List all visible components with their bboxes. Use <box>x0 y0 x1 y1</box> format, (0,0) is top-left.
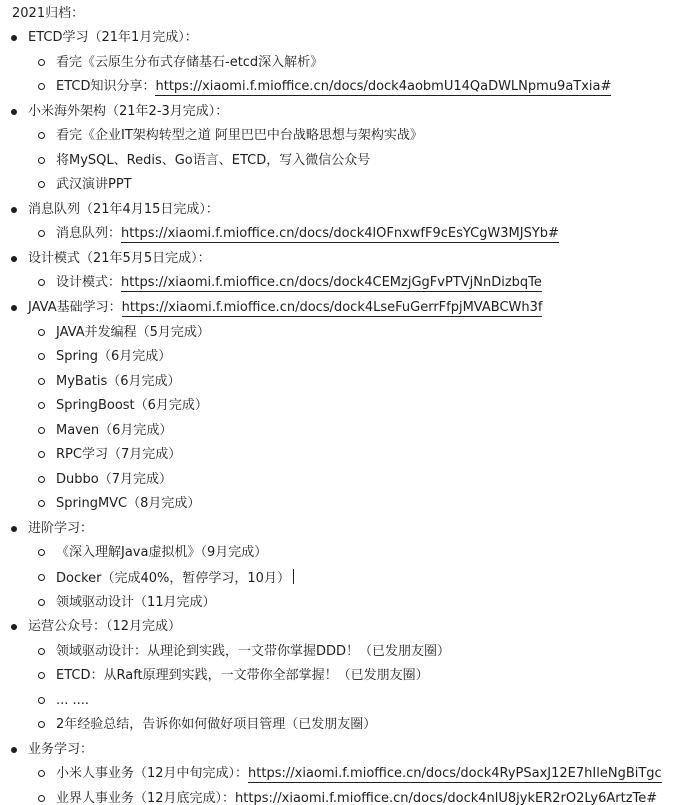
item-row <box>56 667 688 692</box>
sub-item-list <box>28 127 688 201</box>
sub-item-list <box>28 643 688 741</box>
bullet-circle-icon <box>38 378 45 385</box>
bullet-disc-icon <box>11 526 17 532</box>
list-item <box>28 78 688 103</box>
item-row <box>56 692 688 717</box>
section-row <box>28 618 688 643</box>
item-text: 业界人事业务（12月底完成）： <box>56 790 236 805</box>
section-list <box>0 29 688 805</box>
sub-item-list <box>28 225 688 250</box>
item-row <box>56 643 688 668</box>
item-row <box>56 373 688 398</box>
section-row <box>28 201 688 226</box>
list-item <box>28 569 688 594</box>
item-row <box>56 152 688 177</box>
bullet-circle-icon <box>38 59 45 66</box>
bullet-circle-icon <box>38 329 45 336</box>
bullet-disc-icon <box>11 109 17 115</box>
item-text: 将MySQL、Redis、Go语言、ETCD，写入微信公众号 <box>56 152 371 168</box>
section-label: ETCD学习（21年1月完成）： <box>28 30 198 45</box>
item-row <box>56 397 688 422</box>
bullet-circle-icon <box>38 648 45 655</box>
section-item <box>0 201 688 250</box>
list-item <box>28 373 688 398</box>
section-item <box>0 741 688 805</box>
sub-item-list <box>28 54 688 103</box>
bullet-circle-icon <box>38 476 45 483</box>
bullet-circle-icon <box>38 353 45 360</box>
bullet-circle-icon <box>38 672 45 679</box>
bullet-circle-icon <box>38 83 45 90</box>
doc-link[interactable]: https://xiaomi.f.mioffice.cn/docs/dock4lOFnxwfF9cEsYCgW3MJSYb# <box>121 226 559 242</box>
item-row <box>56 348 688 373</box>
bullet-circle-icon <box>38 795 45 802</box>
list-item <box>28 152 688 177</box>
item-text: MyBatis（6月完成） <box>56 373 181 389</box>
bullet-circle-icon <box>38 697 45 704</box>
doc-link[interactable]: https://xiaomi.f.mioffice.cn/docs/dock4CEMzjGgFvPTVjNnDizbqTe <box>121 275 542 291</box>
item-text: 武汉演讲PPT <box>56 177 132 193</box>
item-text: 领域驱动设计（11月完成） <box>56 594 216 610</box>
doc-link[interactable]: https://xiaomi.f.mioffice.cn/docs/dock4nlU8jykER2rO2Ly6ArtzTe# <box>235 791 657 805</box>
sub-item-list <box>28 765 688 805</box>
item-row <box>56 422 688 447</box>
item-text: 看完《云原生分布式存储基石-etcd深入解析》 <box>56 54 324 70</box>
section-item <box>0 299 688 520</box>
item-row <box>56 446 688 471</box>
bullet-circle-icon <box>38 427 45 434</box>
item-text: 领域驱动设计：从理论到实践，一文带你掌握DDD！（已发朋友圈） <box>56 643 451 659</box>
bullet-circle-icon <box>38 770 45 777</box>
item-row <box>56 569 688 594</box>
doc-link[interactable]: https://xiaomi.f.mioffice.cn/docs/dock4RyPSaxJ12E7hIleNgBiTgc <box>248 766 662 782</box>
bullet-circle-icon <box>38 132 45 139</box>
bullet-disc-icon <box>11 747 17 753</box>
item-text: 小米人事业务（12月中旬完成）： <box>56 766 249 782</box>
bullet-circle-icon <box>38 402 45 409</box>
bullet-circle-icon <box>38 230 45 237</box>
sub-item-list <box>28 544 688 618</box>
bullet-circle-icon <box>38 279 45 286</box>
item-text: Spring（6月完成） <box>56 349 172 365</box>
item-text: Dubbo（7月完成） <box>56 471 172 487</box>
item-row <box>56 324 688 349</box>
item-text: 《深入理解Java虚拟机》（9月完成） <box>56 545 268 561</box>
list-item <box>28 765 688 790</box>
bullet-disc-icon <box>11 305 17 311</box>
item-text: ETCD：从Raft原理到实践，一文带你全部掌握！（已发朋友圈） <box>56 668 429 684</box>
section-row <box>28 29 688 54</box>
list-item <box>28 667 688 692</box>
bullet-disc-icon <box>11 624 17 630</box>
section-label: 设计模式（21年5月5日完成）： <box>28 250 211 266</box>
list-item <box>28 594 688 619</box>
item-row <box>56 54 688 79</box>
bullet-circle-icon <box>38 500 45 507</box>
list-item <box>28 348 688 373</box>
list-item <box>28 176 688 201</box>
bullet-circle-icon <box>38 157 45 164</box>
list-item <box>28 127 688 152</box>
item-text: ... .... <box>56 692 90 708</box>
list-item <box>28 495 688 520</box>
section-doc-link[interactable]: https://xiaomi.f.mioffice.cn/docs/dock4LseFuGerrFfpjMVABCWh3f <box>121 300 543 316</box>
item-row <box>56 471 688 496</box>
bullet-circle-icon <box>38 599 45 606</box>
text-cursor <box>293 569 294 584</box>
bullet-circle-icon <box>38 549 45 556</box>
archive-heading: 2021归档： <box>12 6 85 21</box>
item-row <box>56 765 688 790</box>
list-item <box>28 324 688 349</box>
section-label: 消息队列（21年4月15日完成）： <box>28 201 219 217</box>
item-text: SpringMVC（8月完成） <box>56 496 201 512</box>
item-row <box>56 127 688 152</box>
list-item <box>28 274 688 299</box>
item-row <box>56 225 688 250</box>
doc-link[interactable]: https://xiaomi.f.mioffice.cn/docs/dock4aobmU14QaDWLNpmu9aTxia# <box>155 79 612 95</box>
section-item <box>0 250 688 299</box>
list-item <box>28 446 688 471</box>
item-text: ETCD知识分享： <box>56 79 156 95</box>
section-label: 运营公众号：（12月完成） <box>28 619 182 635</box>
section-label: JAVA基础学习： <box>28 300 122 316</box>
sub-item-list <box>28 324 688 520</box>
bullet-circle-icon <box>38 451 45 458</box>
section-row <box>28 103 688 128</box>
item-row <box>56 78 688 103</box>
bullet-disc-icon <box>11 256 17 262</box>
bullet-circle-icon <box>38 181 45 188</box>
item-row <box>56 274 688 299</box>
item-row <box>56 544 688 569</box>
list-item <box>28 790 688 805</box>
item-text: Maven（6月完成） <box>56 422 173 438</box>
section-label: 进阶学习： <box>28 520 94 536</box>
section-label: 业务学习： <box>28 741 94 757</box>
section-item <box>0 29 688 103</box>
section-item <box>0 103 688 201</box>
section-item <box>0 520 688 618</box>
item-text: JAVA并发编程（5月完成） <box>56 324 210 340</box>
bullet-disc-icon <box>11 207 17 213</box>
section-label: 小米海外架构（21年2-3月完成）： <box>28 103 229 119</box>
bullet-circle-icon <box>38 574 45 581</box>
section-row <box>28 250 688 275</box>
item-row <box>56 594 688 619</box>
item-text: 看完《企业IT架构转型之道 阿里巴巴中台战略思想与架构实战》 <box>56 128 423 144</box>
bullet-disc-icon <box>11 35 17 41</box>
list-item <box>28 422 688 447</box>
item-row <box>56 495 688 520</box>
item-text: 设计模式： <box>56 275 122 291</box>
sub-item-list <box>28 274 688 299</box>
list-item <box>28 397 688 422</box>
section-row <box>28 299 688 324</box>
list-item <box>28 643 688 668</box>
item-text: SpringBoost（6月完成） <box>56 398 208 414</box>
section-row <box>28 741 688 766</box>
item-text: 2年经验总结，告诉你如何做好项目管理（已发朋友圈） <box>56 717 377 733</box>
bullet-circle-icon <box>38 721 45 728</box>
list-item <box>28 225 688 250</box>
list-item <box>28 54 688 79</box>
item-row <box>56 716 688 741</box>
list-item <box>28 471 688 496</box>
item-row <box>56 790 688 805</box>
item-text: Docker（完成40%，暂停学习，10月） <box>56 571 290 587</box>
section-row <box>28 520 688 545</box>
item-row <box>56 176 688 201</box>
list-item <box>28 692 688 717</box>
section-item <box>0 618 688 741</box>
list-item <box>28 544 688 569</box>
item-text: RPC学习（7月完成） <box>56 447 182 463</box>
item-text: 消息队列： <box>56 226 122 242</box>
list-item <box>28 716 688 741</box>
